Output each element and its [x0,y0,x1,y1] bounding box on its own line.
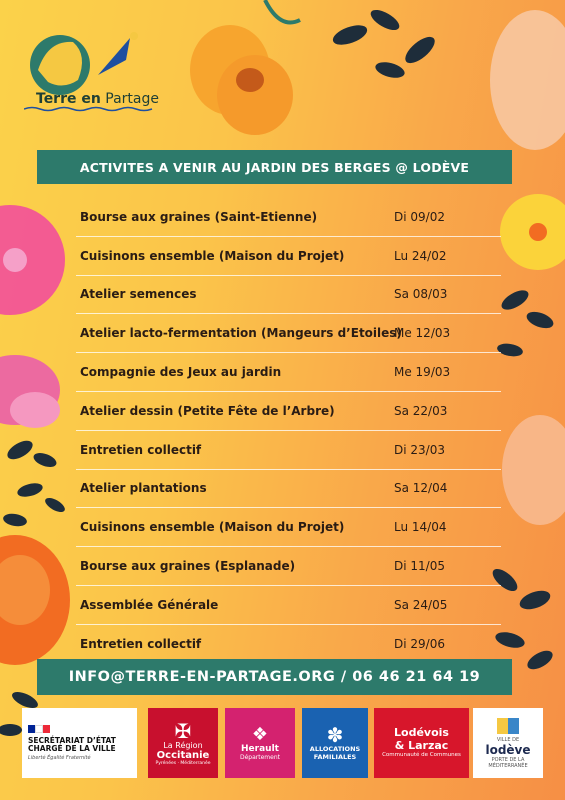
pink-flower-icon [0,205,65,315]
pink-lily-icon [0,355,60,428]
ville-de-lodeve-logo: VILLE DE lodève PORTE DE LA MÉDITERRANÉE [473,708,543,778]
page-title [37,150,512,184]
contact-text: INFO@TERRE-EN-PARTAGE.ORG / 06 46 21 64 19 [68,669,481,685]
dark-leaves-icon [496,286,555,358]
activity-date: Me 12/03 [394,326,451,341]
activity-date: Di 23/03 [394,442,445,457]
activity-date: Di 11/05 [394,559,445,574]
logo-text: Terre en Partage [36,91,159,107]
activity-date: Sa 12/04 [394,481,448,496]
activity-name: Atelier lacto-fermentation (Mangeurs d’Etoiles) [80,326,402,341]
herault-departement-logo: ❖ Herault Département [225,708,295,778]
activity-row [76,470,501,509]
orange-hibiscus-icon [190,25,293,135]
peach-flower-icon [490,10,565,150]
activity-date: Sa 22/03 [394,403,448,418]
activity-row [76,353,501,392]
french-flag-icon [28,725,50,733]
logo-wave-icon [24,106,154,112]
activity-row [76,198,501,237]
activity-name: Compagnie des Jeux au jardin [80,365,282,380]
family-figures-icon: ✽ [326,723,344,747]
sponsor-logos [22,708,547,778]
floral-decoration-top [190,0,490,145]
activity-name: Atelier plantations [80,481,207,496]
peach-flower-icon [502,415,565,525]
activity-date: Di 29/06 [394,636,445,651]
floral-decoration-left [0,160,80,800]
activity-row [76,586,501,625]
activity-date: Lu 14/04 [394,520,447,535]
activity-name: Assemblée Générale [80,597,219,612]
activity-row [76,625,501,664]
orange-flower-icon [0,535,70,665]
activity-row [76,392,501,431]
activity-date: Sa 08/03 [394,287,448,302]
activity-name: Bourse aux graines (Saint-Etienne) [80,209,318,224]
herault-shape-icon: ❖ [251,723,269,745]
page-title-text: ACTIVITES A VENIR AU JARDIN DES BERGES @ LODÈVE [79,159,470,175]
activity-name: Atelier dessin (Petite Fête de l’Arbre) [80,403,335,418]
dark-leaves-icon [330,6,439,81]
activity-row [76,314,501,353]
activity-date: Me 19/03 [394,365,451,380]
activity-row [76,276,501,315]
ville-lodeve-emblem-icon [497,718,519,734]
region-occitanie-logo: ✠ La Région Occitanie Pyrénées · Méditerranée [148,708,218,778]
activity-name: Entretien collectif [80,636,202,651]
activity-date: Lu 24/02 [394,248,447,263]
yellow-flower-icon [500,194,565,270]
activity-name: Cuisinons ensemble (Maison du Projet) [80,248,345,263]
secretariat-etat-logo: SECRÉTARIAT D’ÉTAT CHARGÉ DE LA VILLE Liberté Égalité Fraternité [22,708,137,778]
lodevois-larzac-logo: Lodévois & Larzac Communauté de Communes [374,708,469,778]
activity-name: Atelier semences [80,287,197,302]
contact-bar [37,659,512,695]
activity-row [76,508,501,547]
activity-name: Bourse aux graines (Esplanade) [80,559,296,574]
activity-row [76,431,501,470]
activity-name: Cuisinons ensemble (Maison du Projet) [80,520,345,535]
activity-date: Di 09/02 [394,209,445,224]
activity-row [76,237,501,276]
caf-logo: ✽ ALLOCATIONS FAMILIALES [302,708,368,778]
occitan-cross-icon: ✠ [174,718,192,743]
dark-leaves-icon [2,437,67,528]
activity-date: Sa 24/05 [394,597,448,612]
activity-list [76,198,501,664]
activity-row [76,547,501,586]
activity-name: Entretien collectif [80,442,202,457]
